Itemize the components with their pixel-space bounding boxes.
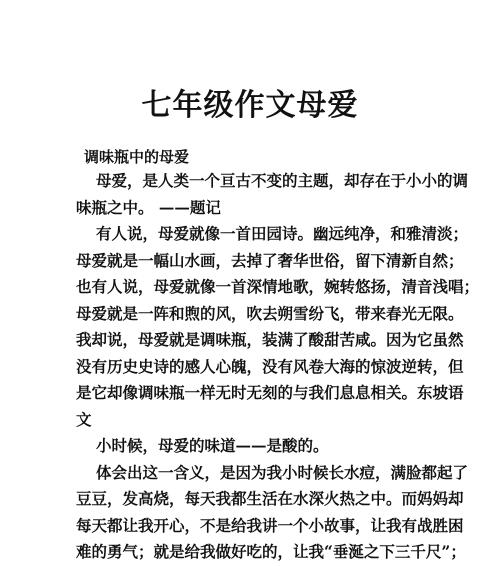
text-line: 文 xyxy=(76,409,92,429)
text-line: 豆豆，发高烧，每天我都生活在水深火热之中。而妈妈却 xyxy=(76,489,464,508)
text-line: 有人说，母爱就像一首田园诗。幽远纯净，和雅清淡； xyxy=(96,224,469,243)
text-line: 是它却像调味瓶一样无时无刻的与我们息息相关。东坡语 xyxy=(76,383,464,402)
document-body xyxy=(76,168,480,566)
text-line: 母爱就是一幅山水画，去掉了奢华世俗，留下清新自然； xyxy=(76,250,464,270)
text-line: 也有人说，母爱就像一首深情地歌，婉转悠扬，清音浅唱； xyxy=(76,277,480,296)
text-line: 小时候，母爱的味道——是酸的。 xyxy=(96,436,329,455)
text-line: 每天都让我开心，不是给我讲一个小故事，让我有战胜困 xyxy=(76,515,464,535)
text-line: 体会出这一含义，是因为我小时候长水痘，满脸都起了 xyxy=(96,462,469,482)
text-line: 母爱就是一阵和煦的风，吹去朔雪纷飞，带来春光无限。 xyxy=(76,303,464,323)
text-line: 我却说，母爱就是调味瓶，装满了酸甜苦咸。因为它虽然 xyxy=(76,330,464,349)
text-line: 母爱，是人类一个亘古不变的主题，却存在于小小的调 xyxy=(96,171,469,190)
text-line: 味瓶之中。 ——题记 xyxy=(76,197,221,217)
document-subtitle: 调味瓶中的母爱 xyxy=(84,148,190,166)
text-line: 没有历史史诗的感人心魄，没有风卷大海的惊波逆转，但 xyxy=(76,356,464,376)
document-title: 七年级作文母爱 xyxy=(141,88,359,123)
text-line: 难的勇气；就是给我做好吃的，让我“垂涎之下三千尺”； xyxy=(76,542,466,561)
